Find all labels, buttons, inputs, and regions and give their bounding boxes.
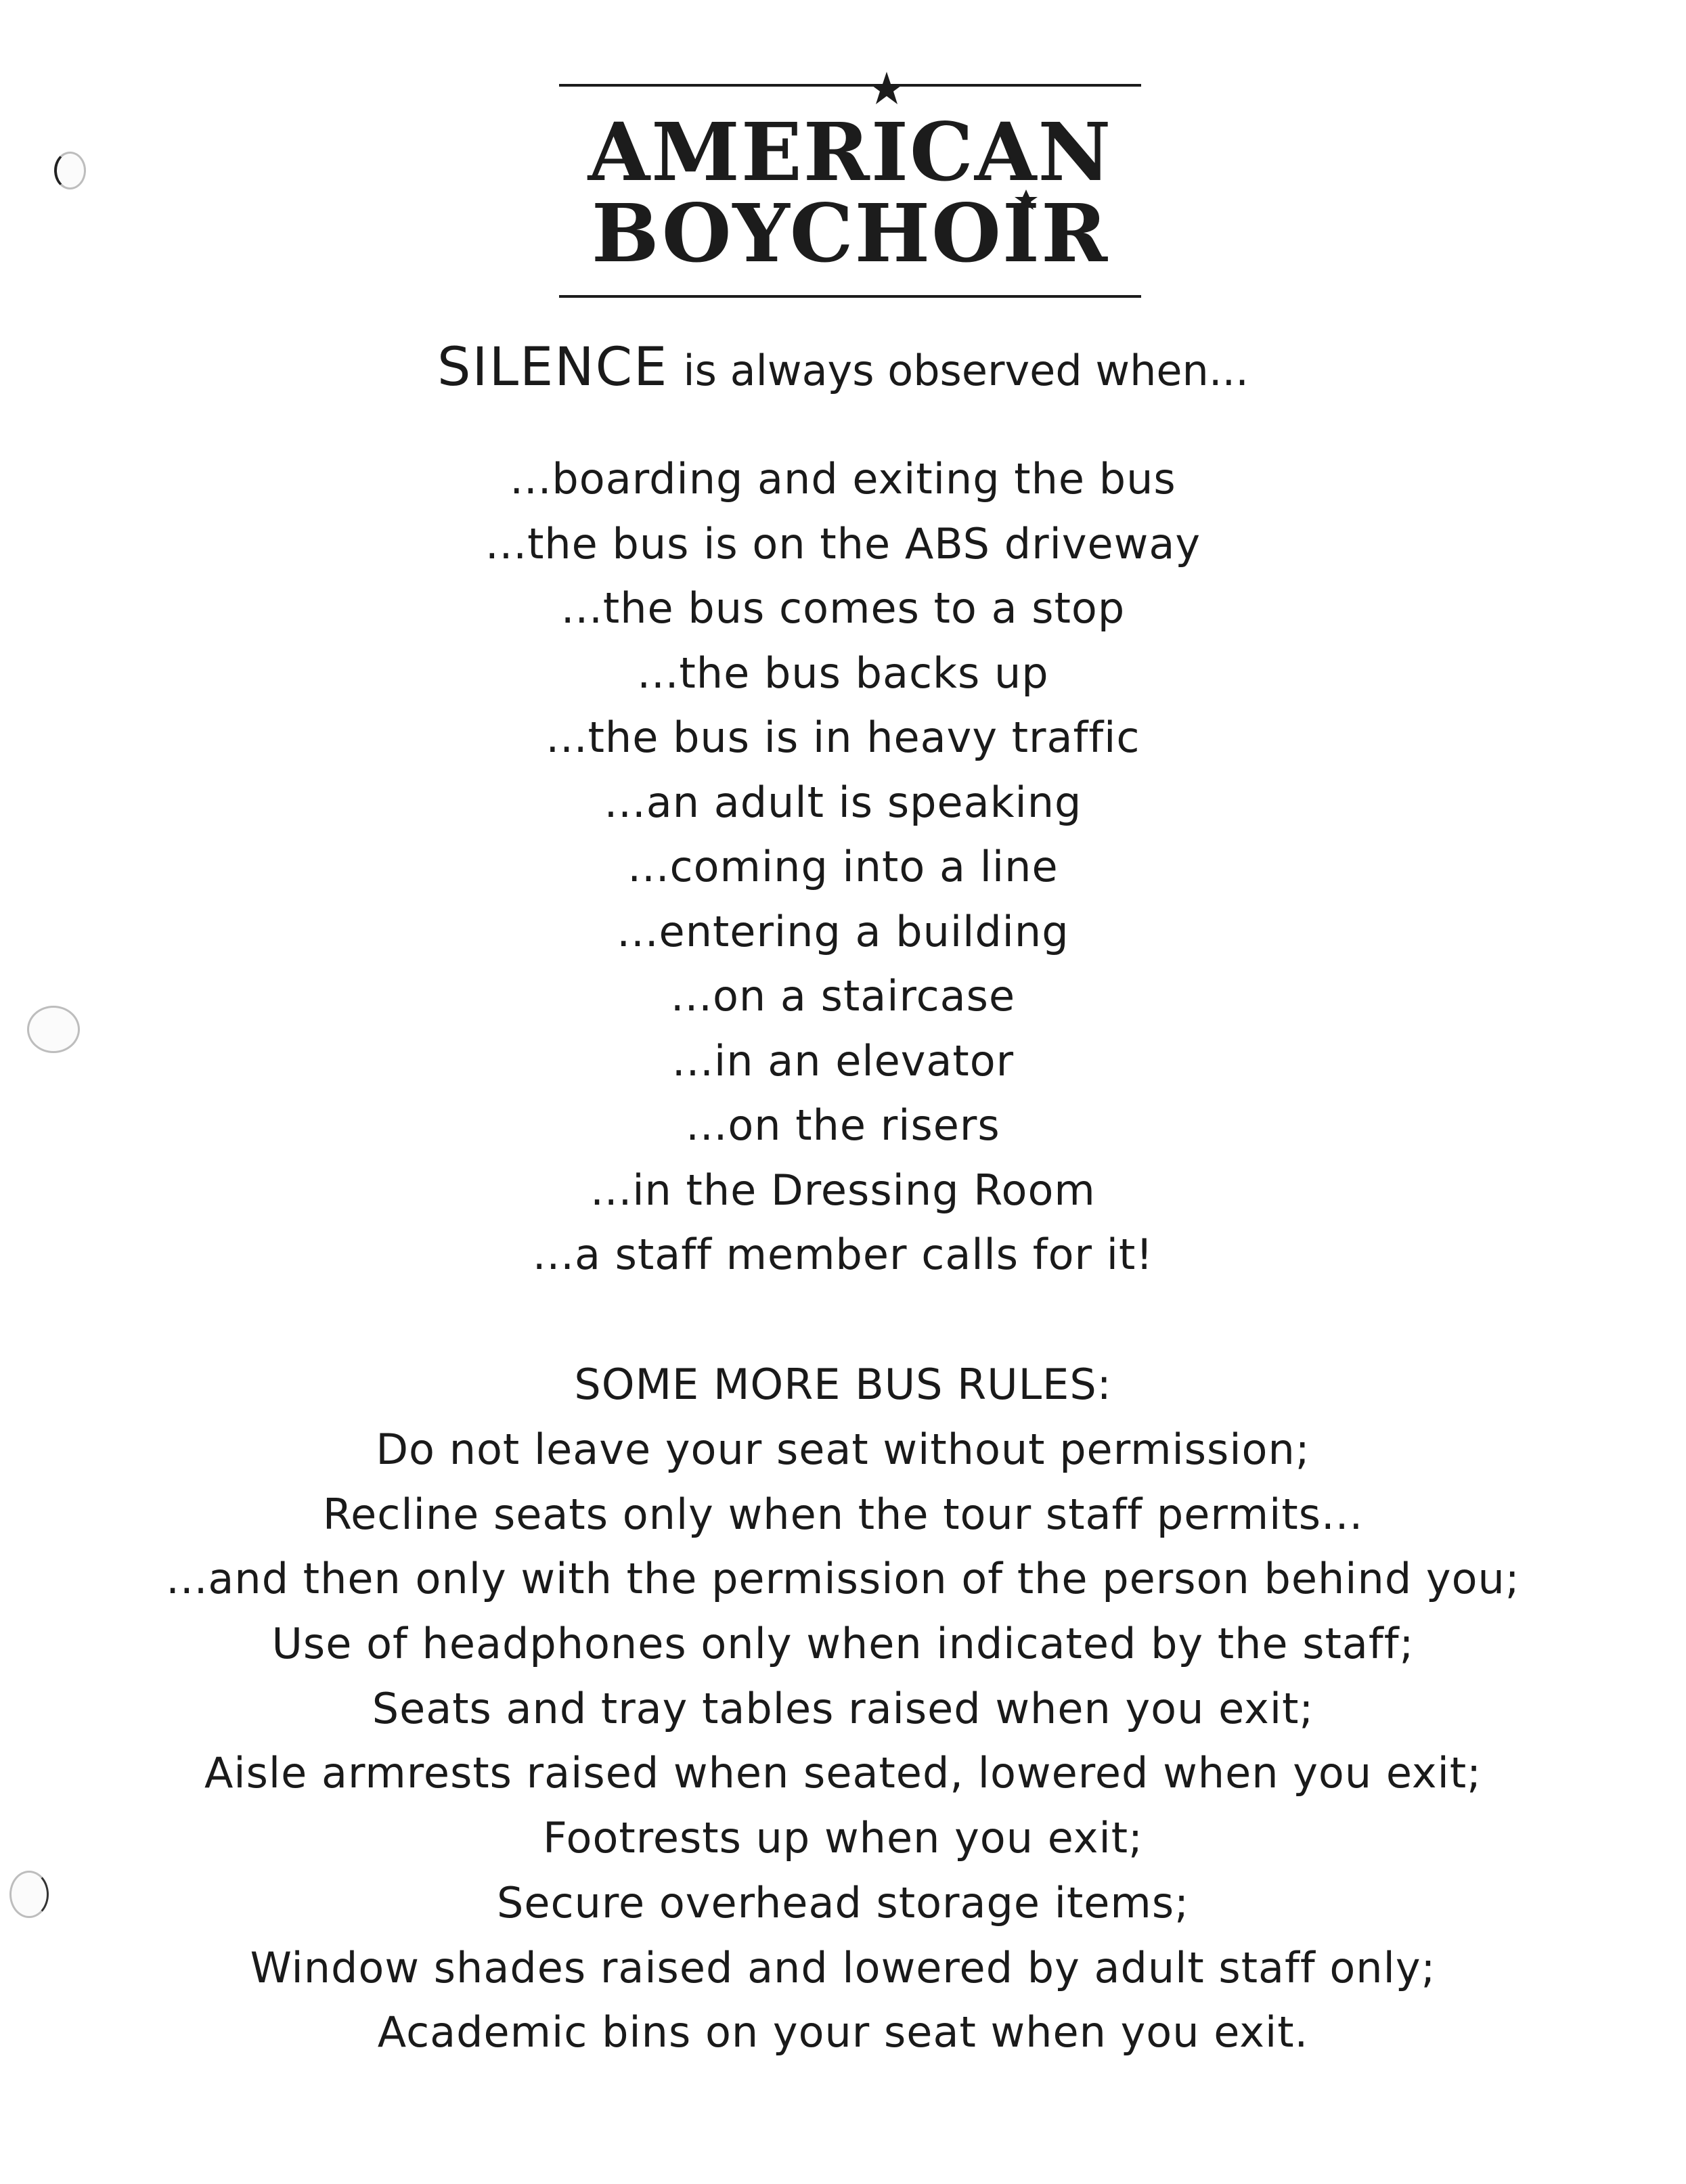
rule-item: Recline seats only when the tour staff permits...: [322, 1489, 1364, 1539]
logo-line-boychoir: BOYCHOIR: [591, 186, 1109, 280]
rule-item: Use of headphones only when indicated by the staff;: [271, 1619, 1415, 1669]
list-item: ...on the risers: [686, 1100, 1000, 1150]
list-item: ...the bus is in heavy traffic: [546, 713, 1140, 762]
rule-item: Footrests up when you exit;: [543, 1813, 1143, 1863]
rule-item: Aisle armrests raised when seated, lowered when you exit;: [204, 1748, 1482, 1798]
list-item: ...a staff member calls for it!: [532, 1230, 1154, 1279]
rule-item: Do not leave your seat without permission;: [376, 1425, 1310, 1474]
list-item: ...in an elevator: [671, 1035, 1015, 1086]
list-item: ...in the Dressing Room: [590, 1165, 1096, 1215]
list-item: ...the bus comes to a stop: [560, 583, 1126, 633]
bus-rules-list: [0, 1417, 1686, 2065]
headline-text: is always observed when...: [683, 346, 1249, 395]
american-boychoir-logo: [559, 70, 1141, 300]
headline-emphasis: SILENCE: [437, 337, 669, 398]
list-item: ...on a staircase: [670, 971, 1016, 1021]
silence-list: [0, 447, 1686, 1287]
list-item: ...the bus backs up: [637, 648, 1049, 698]
logo-line-american: AMERICAN: [587, 105, 1113, 199]
rule-item: Academic bins on your seat when you exit.: [377, 2007, 1309, 2057]
list-item: ...an adult is speaking: [604, 777, 1082, 827]
rule-item: ...and then only with the permission of the person behind you;: [166, 1554, 1520, 1604]
binder-hole-top: [54, 152, 86, 190]
list-item: ...the bus is on the ABS driveway: [485, 518, 1201, 569]
rule-item: Secure overhead storage items;: [496, 1877, 1190, 1927]
list-item: ...coming into a line: [627, 842, 1059, 891]
list-item: ...entering a building: [617, 906, 1069, 956]
rule-item: Seats and tray tables raised when you exit;: [372, 1683, 1314, 1733]
star-icon: [870, 72, 904, 104]
bus-rules-heading: SOME MORE BUS RULES:: [574, 1360, 1112, 1409]
rule-item: Window shades raised and lowered by adult staff only;: [250, 1942, 1436, 1992]
silence-headline: [0, 334, 1686, 416]
list-item: ...boarding and exiting the bus: [510, 454, 1176, 504]
